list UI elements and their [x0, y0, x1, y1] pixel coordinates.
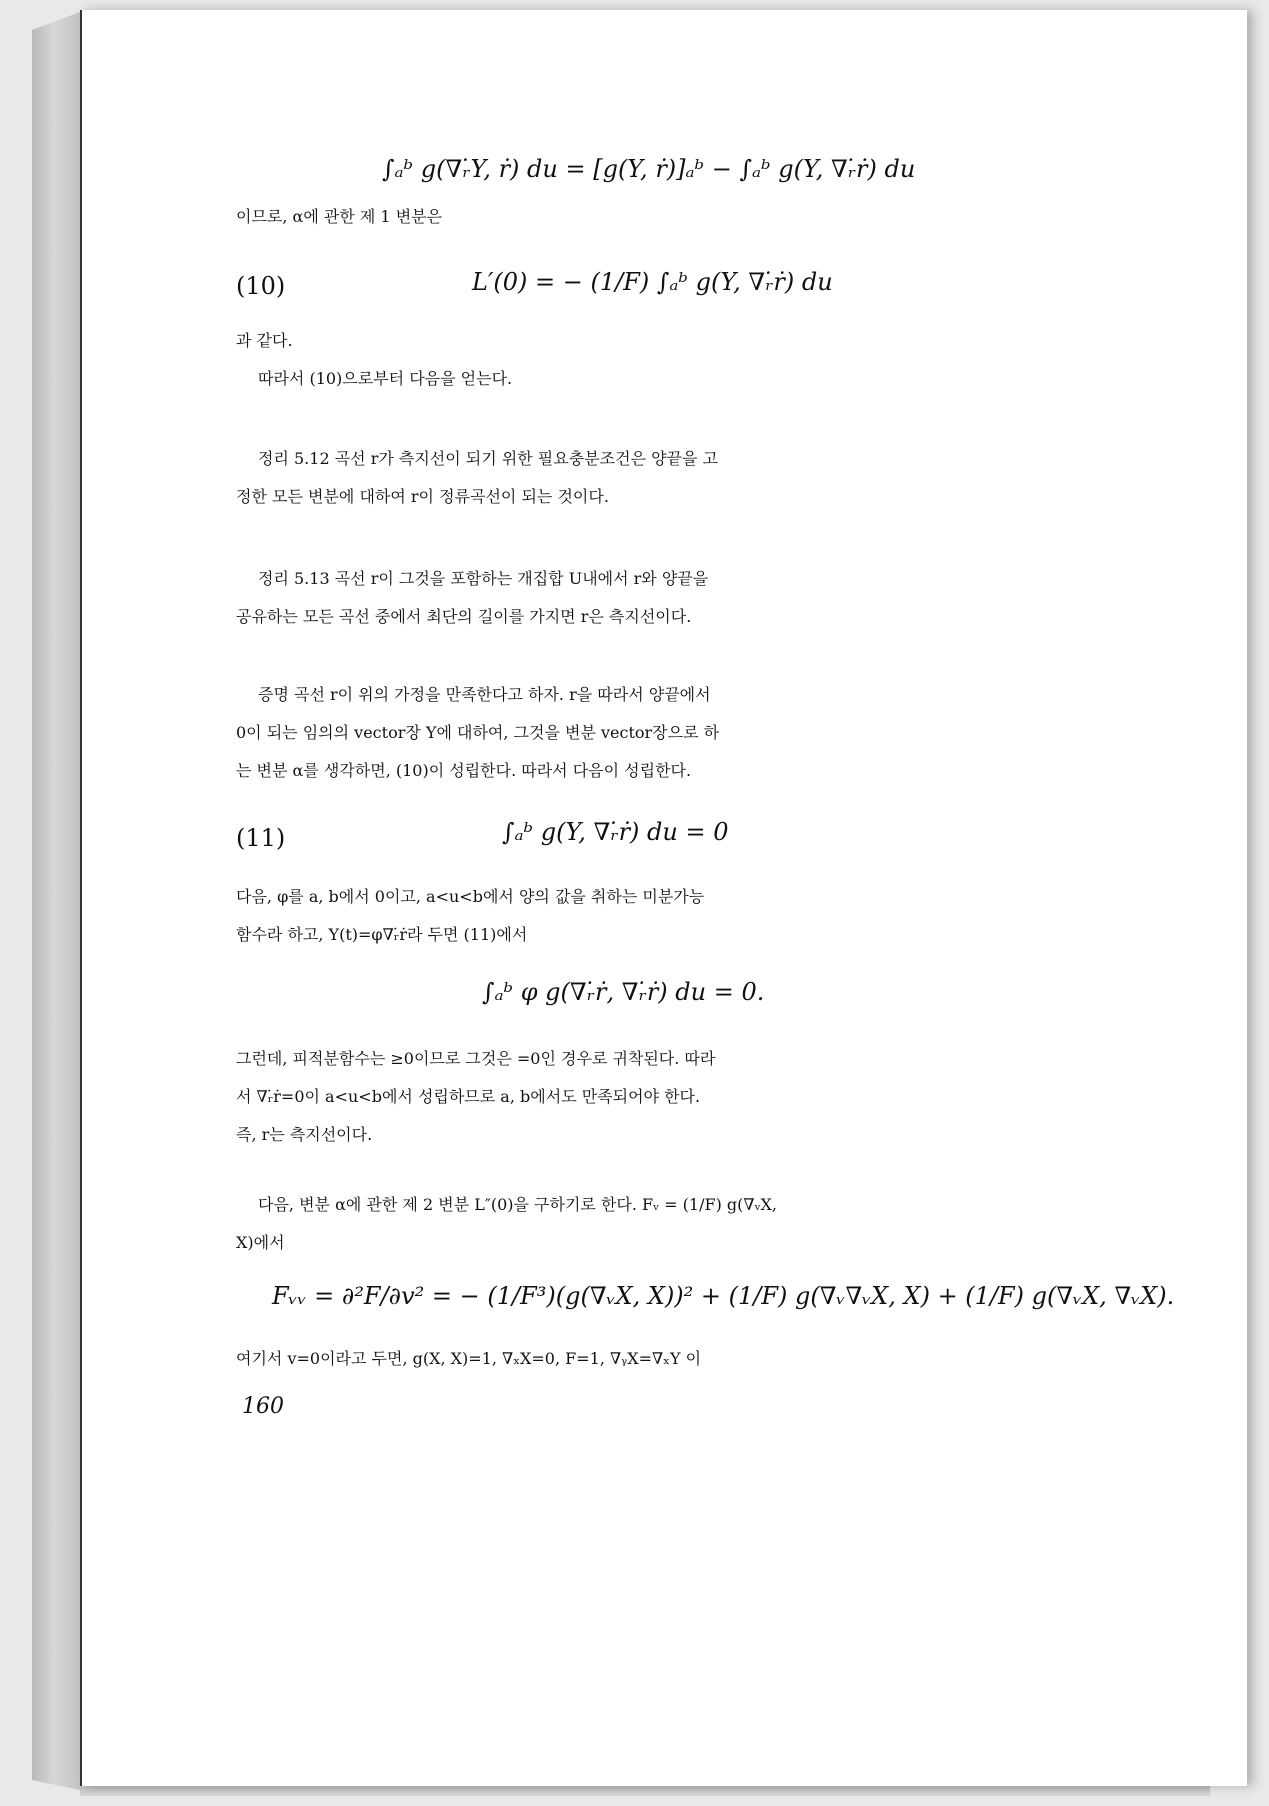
theorem-5-13-cont: 공유하는 모든 곡선 중에서 최단의 길이를 가지면 r은 측지선이다.: [236, 607, 692, 626]
text-line: 과 같다.: [236, 331, 293, 350]
proof-line: 증명 곡선 r이 위의 가정을 만족한다고 하자. r을 따라서 양끝에서: [258, 685, 711, 704]
equation-integration-by-parts: ∫ₐᵇ g(∇ᵣ̇Y, ṙ) du = [g(Y, ṙ)]ₐᵇ − ∫ₐᵇ g(Y, ∇ᵣ̇ṙ) du: [382, 155, 916, 183]
page-number: 160: [242, 1394, 284, 1419]
text-line: 다음, φ를 a, b에서 0이고, a<u<b에서 양의 값을 취하는 미분가능: [236, 887, 705, 906]
theorem-5-12-cont: 정한 모든 변분에 대하여 r이 정류곡선이 되는 것이다.: [236, 487, 609, 506]
book-spine: [32, 12, 80, 1790]
text-line: X)에서: [236, 1233, 285, 1252]
text-line: 따라서 (10)으로부터 다음을 얻는다.: [258, 369, 513, 388]
equation-first-variation: L′(0) = − (1/F) ∫ₐᵇ g(Y, ∇ᵣ̇ṙ) du: [472, 268, 833, 296]
text-line: 즉, r는 측지선이다.: [236, 1125, 373, 1144]
theorem-5-13: 정리 5.13 곡선 r이 그것을 포함하는 개집합 U내에서 r와 양끝을: [258, 569, 709, 588]
book-edge: [80, 1786, 1210, 1796]
text-line: 다음, 변분 α에 관한 제 2 변분 L″(0)을 구하기로 한다. Fᵥ = (1/F) g(∇ᵥX,: [258, 1195, 778, 1214]
text-line: 서 ∇ᵣ̇ṙ=0이 a<u<b에서 성립하므로 a, b에서도 만족되어야 한다.: [236, 1087, 701, 1106]
text-line: 그런데, 피적분함수는 ≥0이므로 그것은 =0인 경우로 귀착된다. 따라: [236, 1049, 716, 1068]
equation-phi: ∫ₐᵇ φ g(∇ᵣ̇ṙ, ∇ᵣ̇ṙ) du = 0.: [482, 978, 765, 1006]
text-line: 이므로, α에 관한 제 1 변분은: [236, 207, 443, 226]
text-line: 여기서 v=0이라고 두면, g(X, X)=1, ∇ₓX=0, F=1, ∇ᵧX=∇ₓY 이: [236, 1349, 702, 1368]
equation-second-derivative: Fᵥᵥ = ∂²F/∂v² = − (1/F³)(g(∇ᵥX, X))² + (1/F) g(∇ᵥ∇ᵥX, X) + (1/F) g(∇ᵥX, ∇ᵥX).: [272, 1282, 1175, 1310]
text-line: 함수라 하고, Y(t)=φ∇ᵣ̇ṙ라 두면 (11)에서: [236, 925, 528, 944]
proof-line: 0이 되는 임의의 vector장 Y에 대하여, 그것을 변분 vector장으로 하: [236, 723, 720, 742]
proof-line: 는 변분 α를 생각하면, (10)이 성립한다. 따라서 다음이 성립한다.: [236, 761, 692, 780]
theorem-5-12: 정리 5.12 곡선 r가 측지선이 되기 위한 필요충분조건은 양끝을 고: [258, 449, 718, 468]
book-page: [80, 10, 1247, 1786]
equation-11: ∫ₐᵇ g(Y, ∇ᵣ̇ṙ) du = 0: [502, 818, 729, 846]
equation-number: (10): [236, 272, 286, 300]
equation-number: (11): [236, 824, 286, 852]
